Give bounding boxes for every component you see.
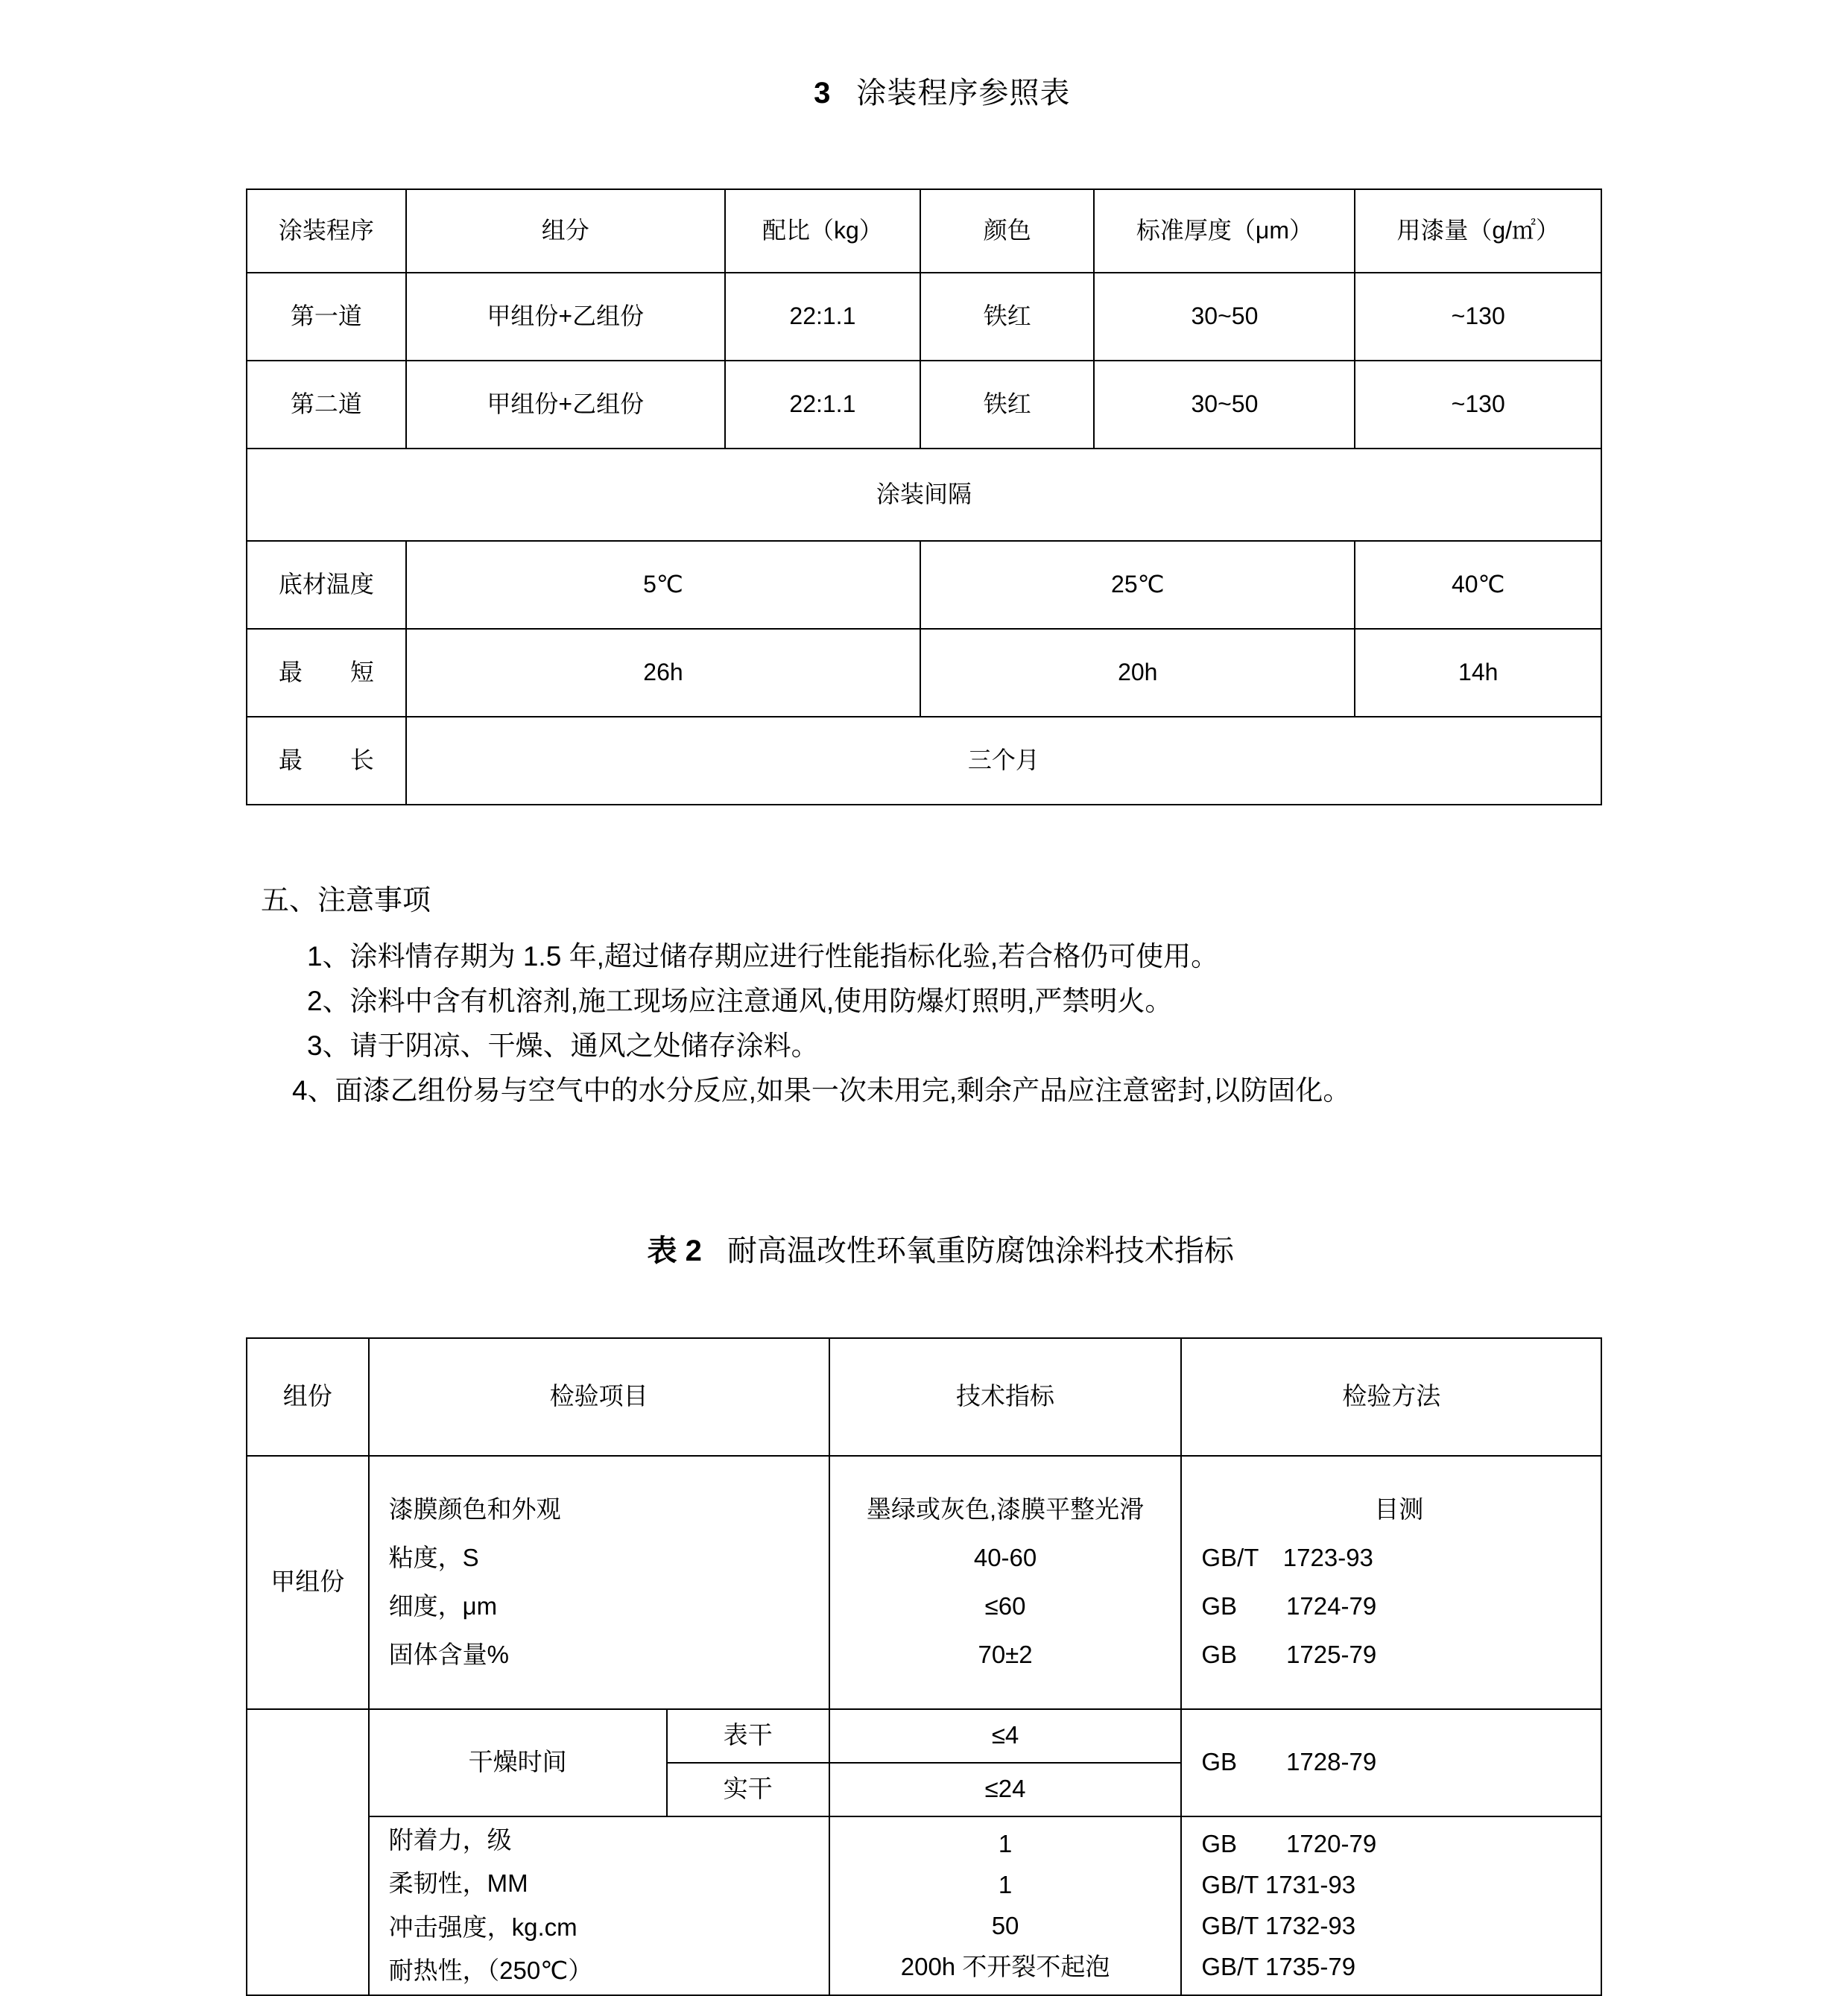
coating-interval-banner: 涂装间隔 (247, 449, 1601, 541)
list-item: 40-60 (973, 1543, 1037, 1571)
cell-consumption: ~130 (1355, 273, 1601, 361)
cell-thickness: 30~50 (1094, 361, 1355, 449)
list-item: 2、涂料中含有机溶剂,施工现场应注意通风,使用防爆灯照明,严禁明火。 (307, 985, 1173, 1016)
list-item: 4、面漆乙组份易与空气中的水分反应,如果一次未用完,剩余产品应注意密封,以防固化。 (292, 1074, 1351, 1106)
cell-test-items-block3 (369, 1816, 829, 1995)
list-item: 1、涂料情存期为 1.5 年,超过储存期应进行性能指标化验,若合格仍可使用。 (307, 941, 1219, 972)
cell-drying-method: GB 1728-79 (1181, 1709, 1601, 1816)
cell-specs-block3 (829, 1816, 1182, 1995)
table-row-block1 (247, 1456, 1601, 1709)
list-item: 固体含量% (388, 1640, 509, 1668)
column-header-thickness: 标准厚度（μm） (1094, 189, 1355, 273)
list-item: 70±2 (978, 1640, 1033, 1668)
row-label-substrate-temp: 底材温度 (247, 541, 406, 629)
list-item: 柔韧性，MM (388, 1869, 528, 1898)
cell-consumption: ~130 (1355, 361, 1601, 449)
cell-component-group-empty (247, 1709, 369, 1995)
cell-component: 甲组份+乙组份 (406, 273, 725, 361)
list-item: GB/T 1732-93 (1201, 1911, 1356, 1939)
method-list (1201, 1486, 1596, 1679)
section-title-text: 涂装程序参照表 (856, 77, 1071, 110)
column-header-color: 颜色 (920, 189, 1094, 273)
spec-list (835, 1824, 1177, 1987)
cell-drying-surface-value: ≤4 (829, 1709, 1182, 1763)
minimum-interval-row (247, 629, 1601, 717)
cell-ratio: 22:1.1 (725, 361, 920, 449)
section-number: 3 (814, 77, 832, 110)
coating-procedure-table (246, 188, 1602, 805)
list-item: 50 (991, 1911, 1019, 1939)
list-item: GB 1724-79 (1201, 1591, 1377, 1620)
list-item: 1 (998, 1830, 1013, 1858)
table-row (247, 273, 1601, 361)
list-item: 粘度，S (388, 1543, 479, 1571)
cell-temp-5c: 5℃ (406, 541, 920, 629)
list-item: 附着力，级 (388, 1825, 512, 1854)
row-label-maximum: 最 长 (247, 717, 406, 805)
table-row-block3 (247, 1816, 1601, 1995)
list-item: 200h 不开裂不起泡 (900, 1952, 1110, 1980)
list-item: GB/T 1731-93 (1201, 1870, 1356, 1898)
cell-procedure: 第二道 (247, 361, 406, 449)
cell-thickness: 30~50 (1094, 273, 1355, 361)
cell-test-items-block1 (369, 1456, 829, 1709)
list-item: ≤60 (984, 1591, 1026, 1620)
column-header-method: 检验方法 (1181, 1338, 1601, 1456)
cell-component: 甲组份+乙组份 (406, 361, 725, 449)
list-item: GB 1720-79 (1201, 1830, 1377, 1858)
list-item: GB 1725-79 (1201, 1640, 1377, 1668)
cell-min-40c: 14h (1355, 629, 1601, 717)
list-item: 3、请于阴凉、干燥、通风之处储存涂料。 (307, 1030, 819, 1061)
list-item: 1 (998, 1870, 1013, 1898)
spec-list (835, 1486, 1177, 1679)
list-item: 冲击强度，kg.cm (388, 1913, 578, 1941)
list-item: 目测 (1374, 1495, 1424, 1523)
substrate-temperature-row (247, 541, 1601, 629)
table-header-row (247, 1338, 1601, 1456)
technical-index-table-wrap (246, 1337, 1602, 1996)
maximum-interval-row (247, 717, 1601, 805)
cell-drying-hard-value: ≤24 (829, 1763, 1182, 1816)
cell-drying-hard-name: 实干 (667, 1763, 829, 1816)
table2-caption (246, 1194, 1602, 1303)
notes-heading: 五、注意事项 (261, 885, 431, 916)
table2-caption-text: 耐高温改性环氧重防腐蚀涂料技术指标 (727, 1234, 1234, 1267)
cell-methods-block1 (1181, 1456, 1601, 1709)
cell-temp-25c: 25℃ (920, 541, 1355, 629)
cell-min-25c: 20h (920, 629, 1355, 717)
technical-index-table (246, 1337, 1602, 1996)
list-item: 墨绿或灰色,漆膜平整光滑 (866, 1495, 1145, 1523)
table-header-row (247, 189, 1601, 273)
cell-component-group-label: 甲组份 (247, 1456, 369, 1709)
page-title (246, 0, 1602, 145)
cell-max-value: 三个月 (406, 717, 1601, 805)
cell-procedure: 第一道 (247, 273, 406, 361)
cell-methods-block3 (1181, 1816, 1601, 1995)
column-header-ratio: 配比（kg） (725, 189, 920, 273)
cell-temp-40c: 40℃ (1355, 541, 1601, 629)
column-header-test-item: 检验项目 (369, 1338, 829, 1456)
cell-drying-surface-name: 表干 (667, 1709, 829, 1763)
cell-color: 铁红 (920, 273, 1094, 361)
notes-section (246, 877, 1602, 1113)
table-row-drying-surface (247, 1709, 1601, 1763)
column-header-spec: 技术指标 (829, 1338, 1182, 1456)
cell-ratio: 22:1.1 (725, 273, 920, 361)
cell-specs-block1 (829, 1456, 1182, 1709)
column-header-procedure: 涂装程序 (247, 189, 406, 273)
row-label-minimum: 最 短 (247, 629, 406, 717)
table-row (247, 361, 1601, 449)
cell-min-5c: 26h (406, 629, 920, 717)
list-item: 耐热性，（250℃） (388, 1956, 593, 1984)
list-item: GB/T 1735-79 (1201, 1952, 1356, 1980)
list-item: 细度，μm (388, 1591, 498, 1620)
test-item-list (389, 1486, 824, 1679)
cell-drying-time-label: 干燥时间 (369, 1709, 667, 1816)
notes-list (246, 934, 1602, 1113)
method-list (1201, 1824, 1596, 1987)
column-header-component: 组分 (406, 189, 725, 273)
column-header-consumption: 用漆量（g/㎡） (1355, 189, 1601, 273)
table2-caption-number: 表 2 (647, 1234, 702, 1267)
list-item: 漆膜颜色和外观 (388, 1495, 561, 1523)
test-item-list (389, 1820, 824, 1992)
interval-banner-row (247, 449, 1601, 541)
list-item: GB/T 1723-93 (1201, 1543, 1373, 1571)
column-header-component-group: 组份 (247, 1338, 369, 1456)
cell-color: 铁红 (920, 361, 1094, 449)
